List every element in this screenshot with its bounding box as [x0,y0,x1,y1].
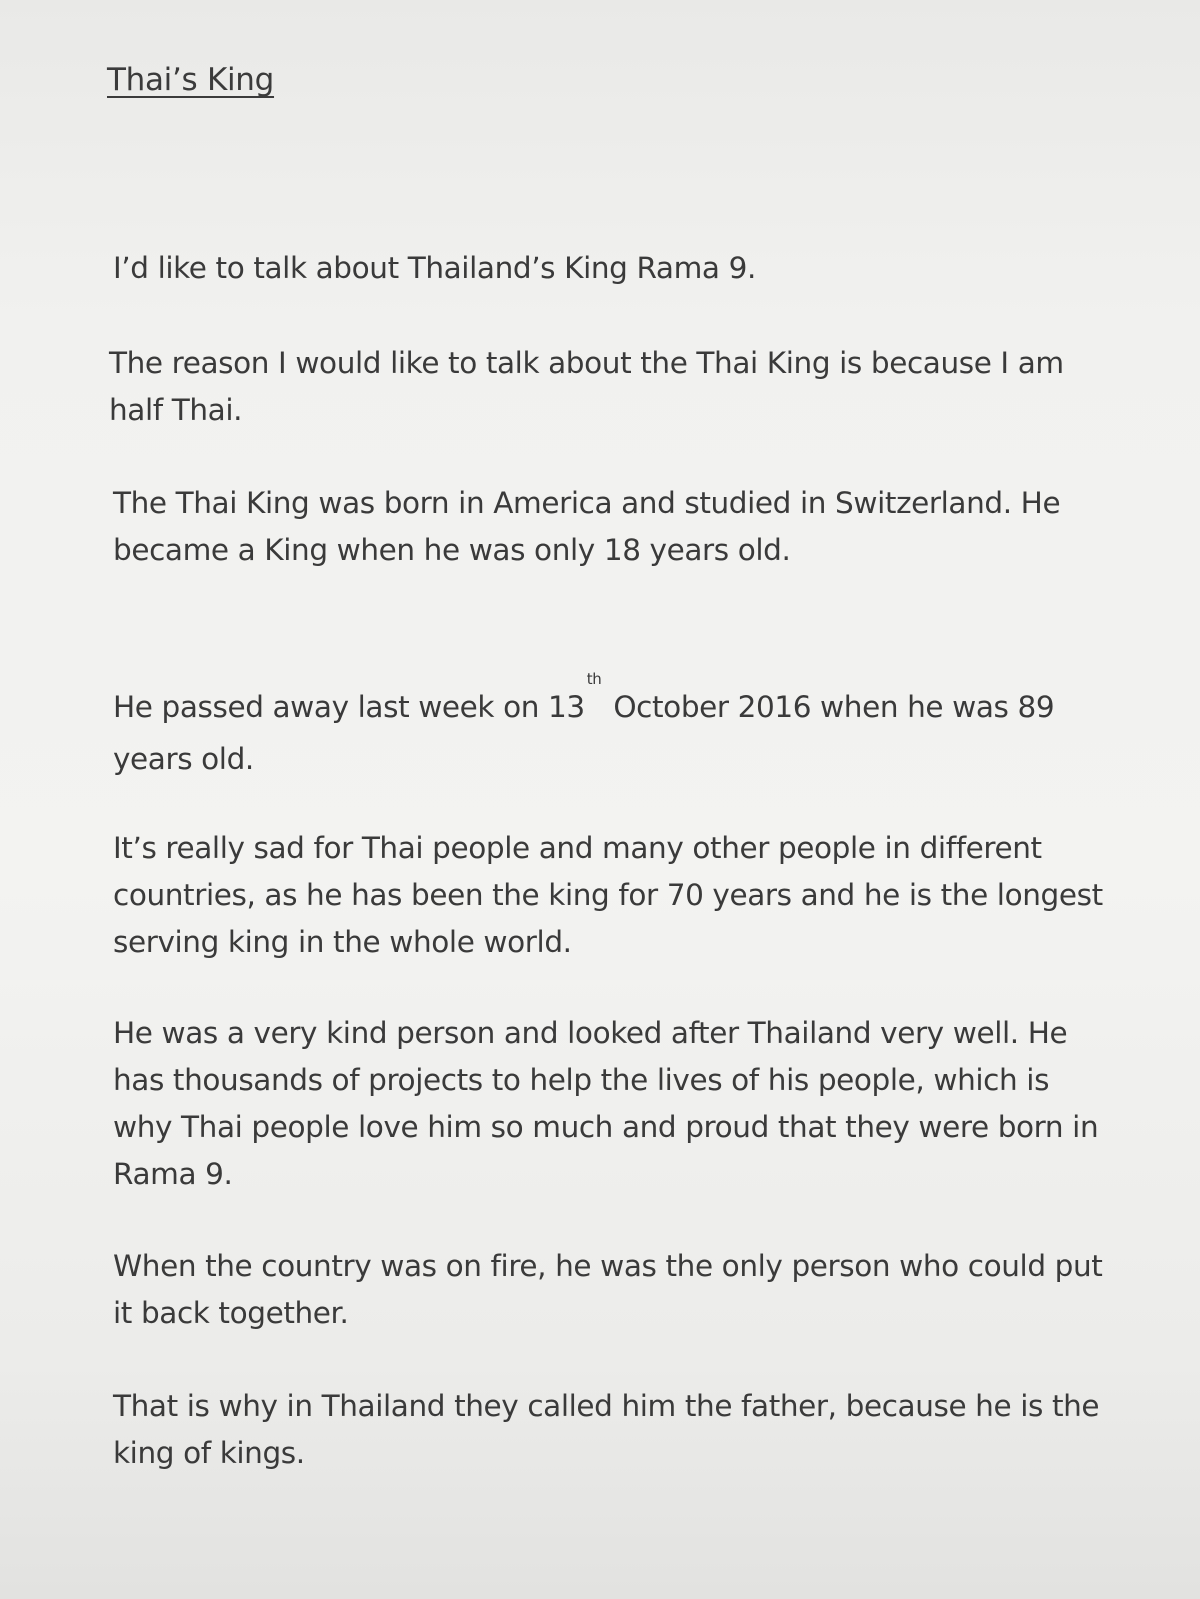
paragraph-intro: I’d like to talk about Thailand’s King Rama 9. [113,251,756,285]
paragraph-kindness: He was a very kind person and looked after Thailand very well. He has thousands of projects to help the lives of his people, which is why Thai people love him so much and proud that they were born in Rama 9. [113,1016,1099,1191]
paragraph-sadness: It’s really sad for Thai people and many other people in different countries, as he has been the king for 70 years and he is the longest serving king in the whole world. [113,831,1103,959]
ordinal-superscript: th [586,670,602,688]
paragraph-passing [113,670,1103,783]
paragraph-father: That is why in Thailand they called him the father, because he is the king of kings. [113,1389,1100,1470]
paragraph-fire: When the country was on fire, he was the only person who could put it back together. [113,1249,1103,1330]
passing-text-after: October 2016 when he was 89 years old. [113,690,1055,776]
document-title: Thai’s King [107,62,275,98]
paragraph-birth: The Thai King was born in America and studied in Switzerland. He became a King when he was only 18 years old. [113,486,1061,567]
paragraph-reason: The reason I would like to talk about the Thai King is because I am half Thai. [109,346,1064,427]
passing-text-before: He passed away last week on 13 [113,690,585,724]
